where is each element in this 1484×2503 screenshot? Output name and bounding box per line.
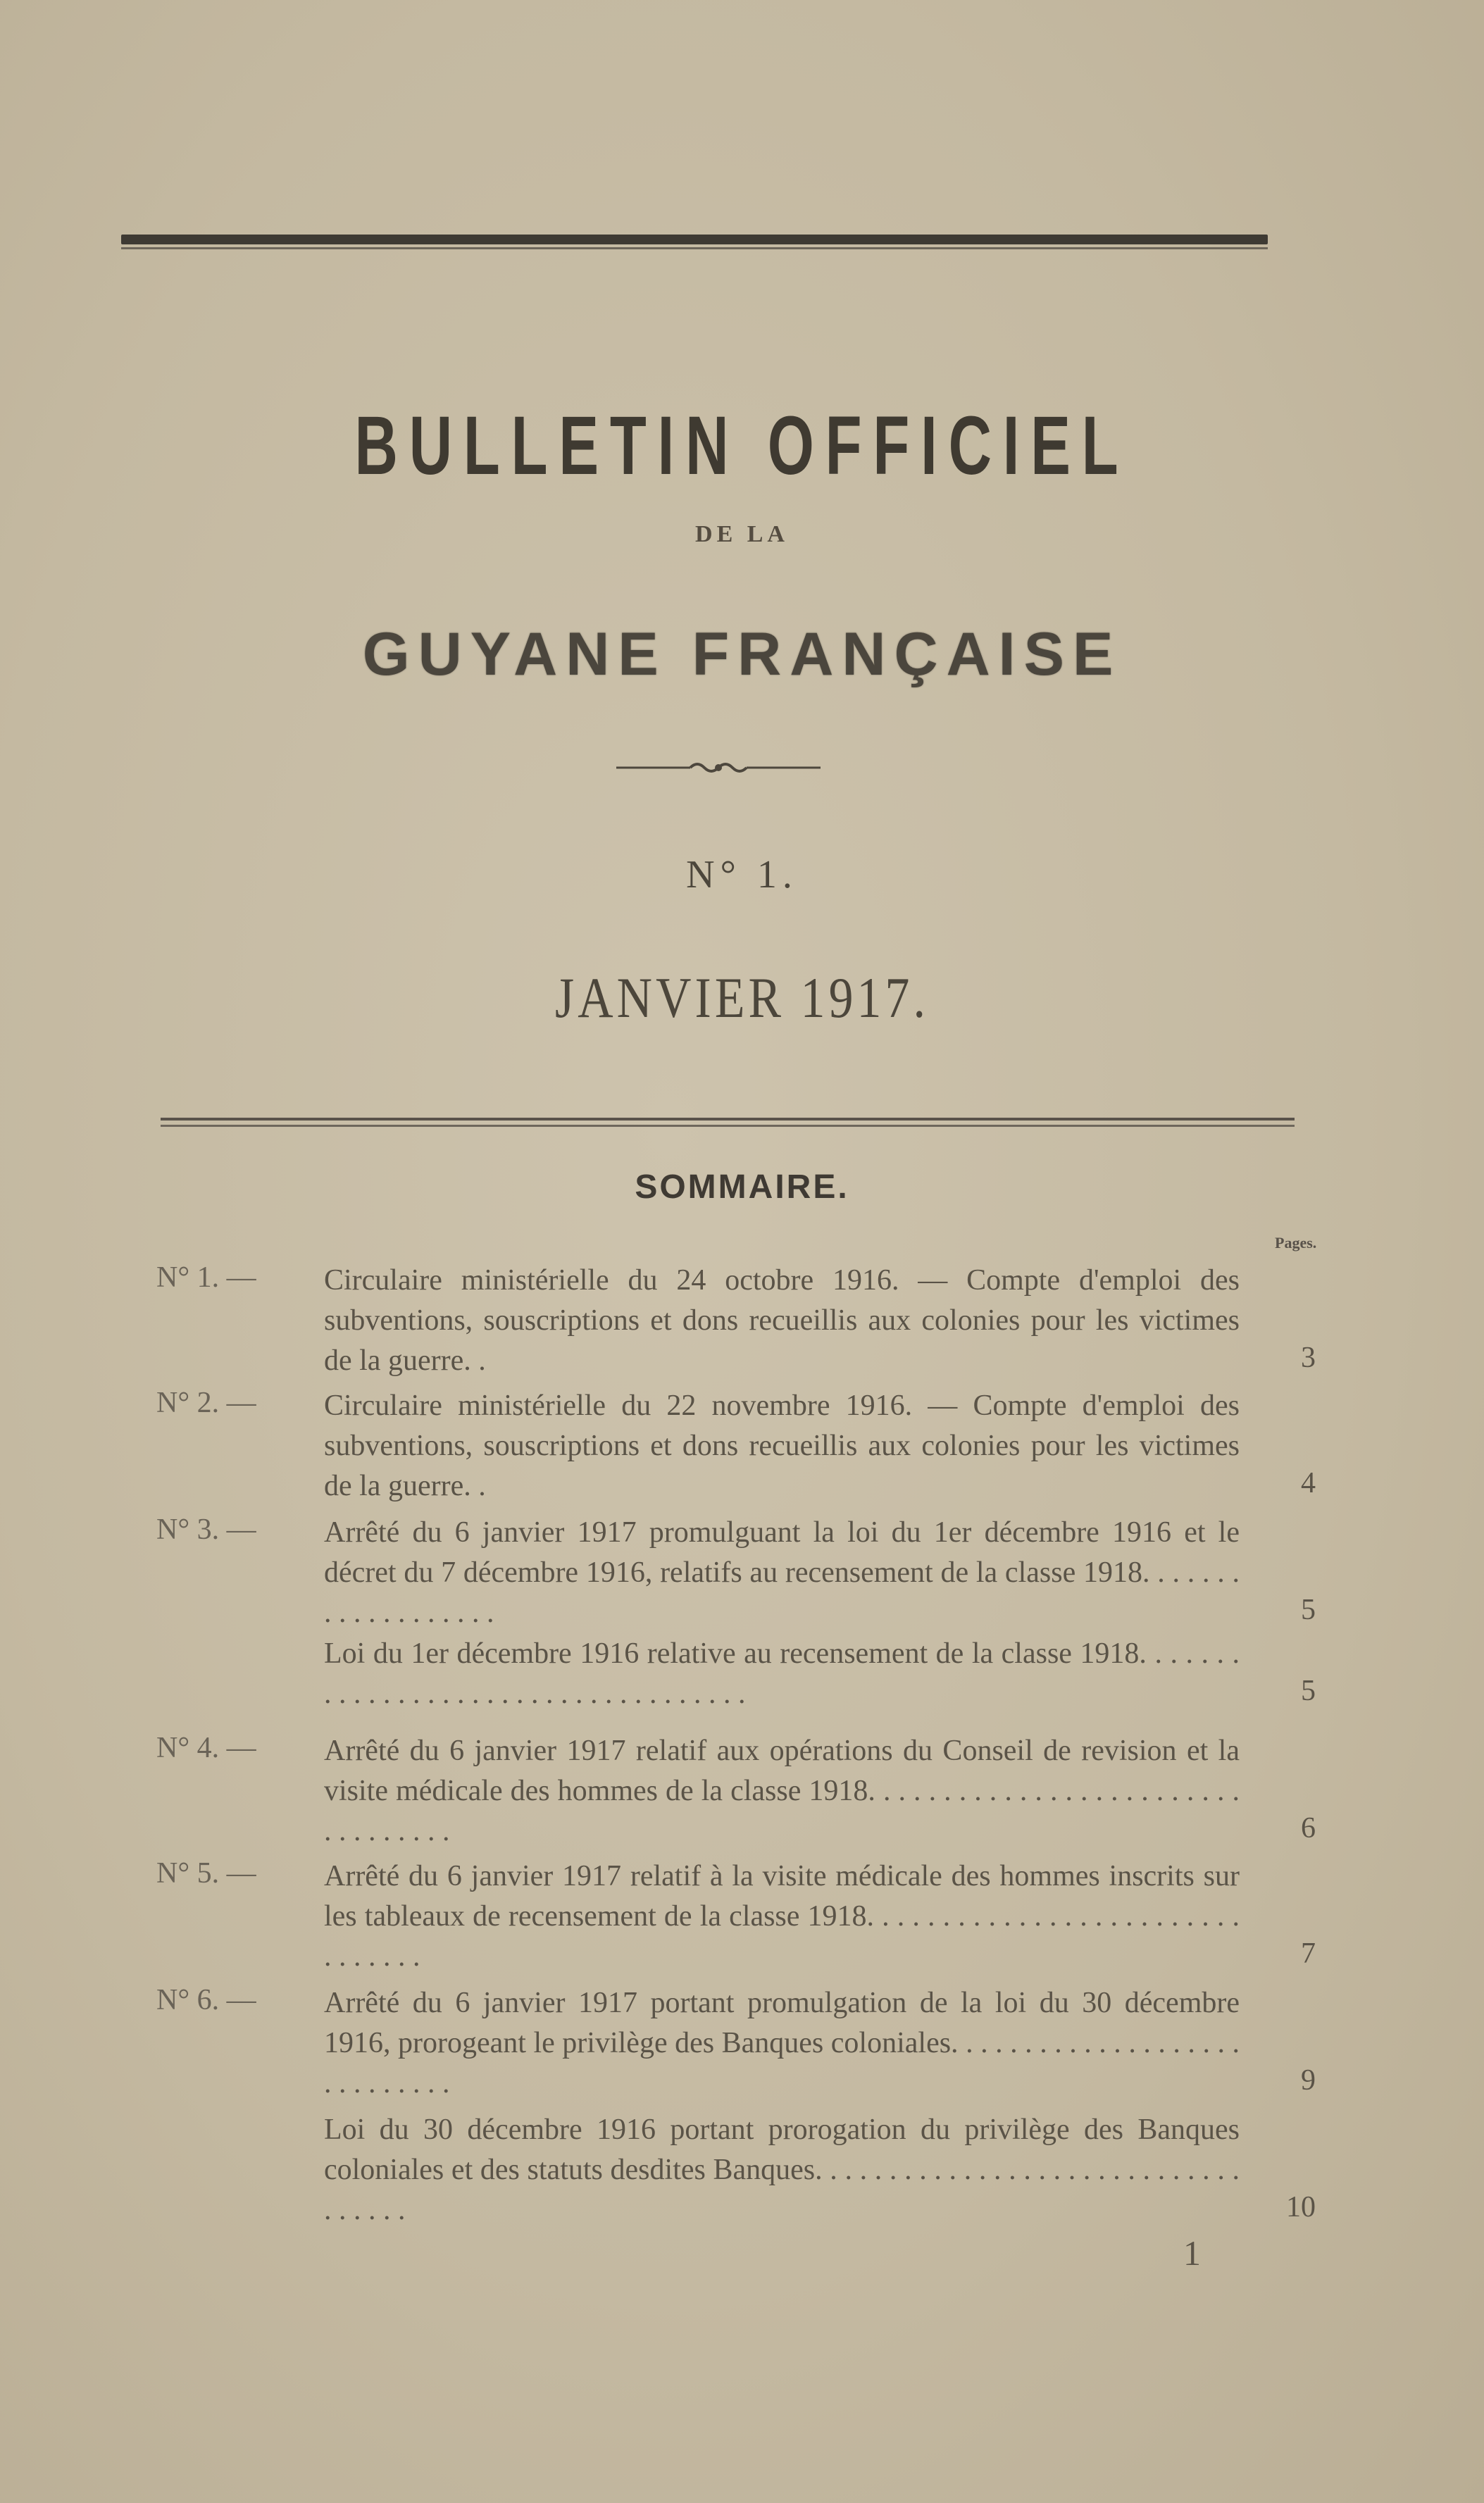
entry-page: 6 [1301,1812,1316,1845]
entry-description: Loi du 1er décembre 1916 relative au recensement de la classe 1918. . . . . . . . . . . . . . . . . . . . . . . . . . . . . . . . . . . . [324,1637,1240,1710]
entry-page: 5 [1301,1675,1316,1707]
entry-description: Circulaire ministérielle du 24 octobre 1916. — Compte d'emploi des subventions, souscriptions et dons recueillis aux colonies pour les victimes de la guerre. . [324,1264,1240,1377]
entry-number: N° 3. — [156,1513,256,1546]
title-connector: DE LA [695,521,789,547]
bulletin-title: BULLETIN OFFICIEL [354,399,1130,492]
entry-description: Arrêté du 6 janvier 1917 relatif à la visite médicale des hommes inscrits sur les tableaux de recensement de la classe 1918. . . . . . . . . . . . . . . . . . . . . . . . . . . . . . . . [324,1860,1240,1973]
entry-description: Circulaire ministérielle du 22 novembre 1916. — Compte d'emploi des subventions, souscriptions et dons recueillis aux colonies pour les victimes de la guerre. . [324,1390,1240,1502]
entry-page: 9 [1301,2064,1316,2097]
entry-page: 5 [1301,1594,1316,1626]
issue-number: N° 1. [686,853,798,897]
entry-number: N° 6. — [156,1984,256,2016]
entry-description: Arrêté du 6 janvier 1917 relatif aux opérations du Conseil de revision et la visite médicale des hommes de la classe 1918. . . . . . . . . . . . . . . . . . . . . . . . . . . . . . . . . . [324,1735,1240,1847]
entry-page: 3 [1301,1342,1316,1374]
entry-description: Arrêté du 6 janvier 1917 promulguant la loi du 1er décembre 1916 et le décret du 7 décembre 1916, relatifs au recensement de la classe 1918. . . . . . . . . . . . . . . . . . . [324,1516,1240,1629]
colony-name: GUYANE FRANÇAISE [362,620,1122,688]
entry-page: 10 [1286,2191,1316,2223]
issue-date: JANVIER 1917. [555,966,929,1030]
entry-page: 7 [1301,1937,1316,1970]
summary-heading: SOMMAIRE. [635,1168,849,1206]
entry-number: N° 1. — [156,1261,256,1294]
entry-number: N° 2. — [156,1387,256,1419]
pages-column-label: Pages. [1275,1234,1317,1252]
page-folio: 1 [1183,2233,1201,2273]
entry-page: 4 [1301,1467,1316,1499]
entry-description: Arrêté du 6 janvier 1917 portant promulgation de la loi du 30 décembre 1916, prorogeant le privilège des Banques coloniales. . . . . . . . . . . . . . . . . . . . . . . . . . . . . [324,1987,1240,2099]
entry-number: N° 4. — [156,1732,256,1764]
entry-description: Loi du 30 décembre 1916 portant prorogation du privilège des Banques coloniales et des statuts desdites Banques. . . . . . . . . . . . . . . . . . . . . . . . . . . . . . . . . . . [324,2114,1240,2226]
entry-number: N° 5. — [156,1857,256,1890]
